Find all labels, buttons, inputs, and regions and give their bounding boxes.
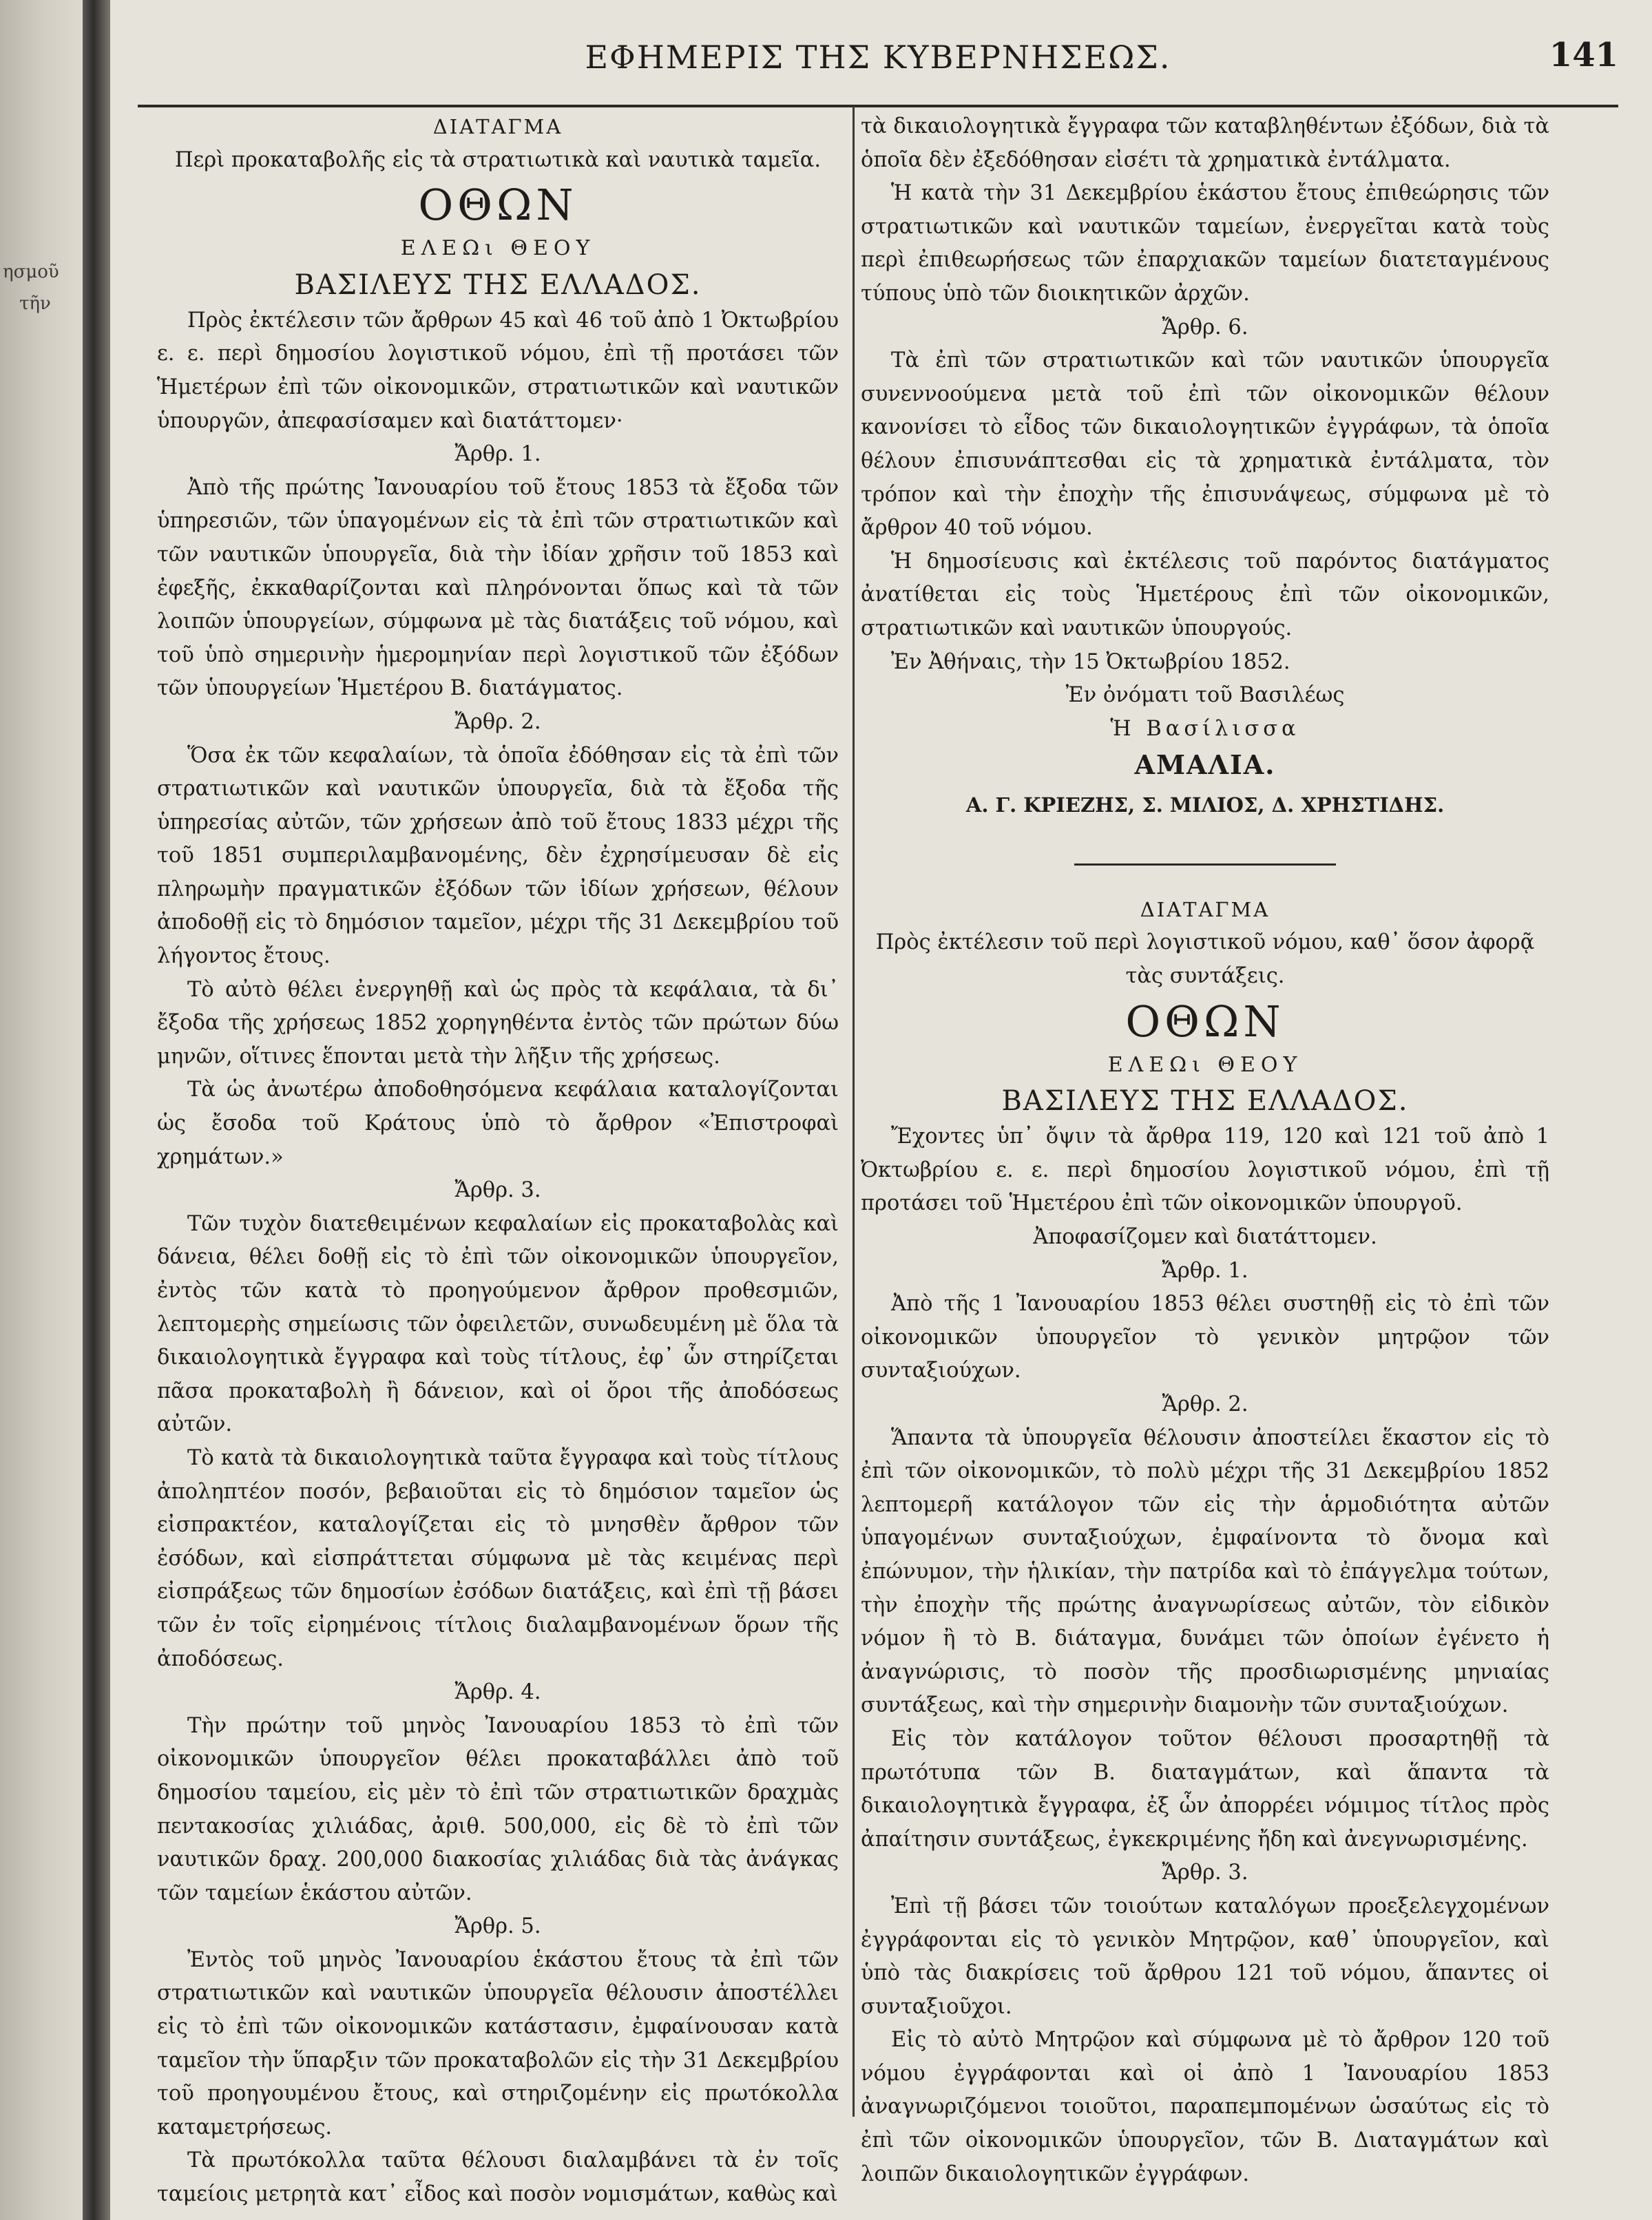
decree-1-article-2-text-a: Ὅσα ἐκ τῶν κεφαλαίων, τὰ ὁποῖα ἐδόθησαν εἰς τὰ ἐπὶ τῶν στρατιωτικῶν καὶ ναυτικῶν ὑπουργεῖα, διὰ τὰ ἔξοδα τῆς ὑπηρεσίας αὐτῶν, τῶν χρήσεων ἀπὸ τοῦ ἔτους 1833 μέχρι τῆς τοῦ 1851 συμπεριλαμβανομένης, δὲν ἐχρησίμευσαν δὲ εἰς πληρωμὴν πραγματικῶν ἐξόδων τῶν ἰδίων χρήσεων, θέλουν ἀποδοθῇ εἰς τὸ δημόσιον ταμεῖον, μέχρι τῆς 31 Δεκεμβρίου τοῦ λήγοντος ἔτους.: [157, 743, 839, 969]
decree-1-article-5-text-c: τὰ δικαιολογητικὰ ἔγγραφα τῶν καταβληθέντων ἐξόδων, διὰ τὰ ὁποῖα δὲν ἐξεδόθησαν εἰσέτι τὰ χρηματικὰ ἐντάλματα.: [861, 114, 1549, 172]
decree-2-grace: ΕΛΕΩι ΘΕΟΥ: [1107, 1052, 1303, 1077]
gazette-title: ΕΦΗΜΕΡΙΣ ΤΗΣ ΚΥΒΕΡΝΗΣΕΩΣ.: [585, 39, 1171, 76]
page-number: 141: [1549, 36, 1618, 74]
decree-1-article-6-text-b: Ἡ δημοσίευσις καὶ ἐκτέλεσις τοῦ παρόντος διατάγματος ἀνατίθεται εἰς τοὺς Ἡμετέρους ἐπὶ τῶν οἰκονομικῶν, στρατιωτικῶν καὶ ναυτικῶν ὑπουργούς.: [861, 549, 1549, 640]
decree-1-article-5-text-b: Τὰ πρωτόκολλα ταῦτα θέλουσι διαλαμβάνει τὰ ἐν τοῖς ταμείοις μετρητὰ κατ᾽ εἶδος καὶ ποσὸν νομισμάτων, καθὼς καὶ: [157, 2148, 839, 2207]
decree-1-article-1-label: Ἄρθρ. 1.: [454, 442, 541, 467]
decree-1-grace: ΕΛΕΩι ΘΕΟΥ: [400, 236, 596, 261]
decree-2-article-2-label: Ἄρθρ. 2.: [1162, 1392, 1248, 1416]
decree-1-article-5-text-d: Ἡ κατὰ τὴν 31 Δεκεμβρίου ἑκάστου ἔτους ἐπιθεώρησις τῶν στρατιωτικῶν καὶ ναυτικῶν ταμείων, ἐνεργεῖται κατὰ τοὺς περὶ ἐπιθεωρήσεως τῶν ἐπαρχιακῶν ταμείων διατεταγμένους τύπους ὑπὸ τῶν διοικητικῶν ἀρχῶν.: [861, 181, 1549, 306]
decree-2-article-1-label: Ἄρθρ. 1.: [1162, 1258, 1248, 1283]
decree-2-king-title: ΒΑΣΙΛΕΥΣ ΤΗΣ ΕΛΛΑΔΟΣ.: [1001, 1085, 1409, 1118]
decree-1-article-2-text-c: Τὰ ὡς ἀνωτέρω ἀποδοθησόμενα κεφάλαια καταλογίζονται ὡς ἔσοδα τοῦ Κράτους ὑπὸ τὸ ἄρθρον «Ἐπιστροφαὶ χρημάτων.»: [157, 1078, 839, 1169]
decree-1-article-6-text-a: Τὰ ἐπὶ τῶν στρατιωτικῶν καὶ τῶν ναυτικῶν ὑπουργεῖα συνεννοούμενα μετὰ τοῦ ἐπὶ τῶν οἰκονομικῶν θέλουν κανονίσει τὸ εἶδος τῶν δικαιολογητικῶν ἐγγράφων, τὰ ὁποῖα θέλουν ἐπισυνάπτεσθαι εἰς τὰ χρηματικὰ ἐντάλματα, τὸν τρόπον καὶ τὴν ἐποχὴν τῆς ἐπισυνάψεως, σύμφωνα μὲ τὸ ἄρθρον 40 τοῦ νόμου.: [861, 348, 1549, 541]
page-header: [138, 29, 1618, 84]
decree-1-article-2-label: Ἄρθρ. 2.: [454, 709, 541, 734]
decree-2-article-2-text-b: Εἰς τὸν κατάλογον τοῦτον θέλουσι προσαρτηθῇ τὰ πρωτότυπα τῶν Β. διαταγμάτων, καὶ ἅπαντα τὰ δικαιολογητικὰ ἔγγραφα, ἐξ ὧν ἀπορρέει νόμιμος τίτλος πρὸς ἀπαίτησιν συντάξεως, ἐγκεκριμένης ἤδη καὶ ἀνεγνωρισμένης.: [861, 1726, 1549, 1852]
left-column: [157, 110, 839, 2212]
decree-2-article-3-label: Ἄρθρ. 3.: [1162, 1861, 1248, 1885]
decree-1-king-title: ΒΑΣΙΛΕΥΣ ΤΗΣ ΕΛΛΑΔΟΣ.: [294, 269, 702, 301]
decree-2-article-3-text-a: Ἐπὶ τῇ βάσει τῶν τοιούτων καταλόγων προεξελεγχομένων ἐγγράφονται εἰς τὸ γενικὸν Μητρῷον, καθ᾽ ὑπουργεῖον, καὶ ὑπὸ τὰς διακρίσεις τοῦ ἄρθρου 121 τοῦ νόμου, ἅπαντες οἱ συνταξιοῦχοι.: [861, 1894, 1549, 2019]
decree-1-date: Ἐν Ἀθήναις, τὴν 15 Ὀκτωβρίου 1852.: [891, 649, 1290, 674]
column-divider: [853, 106, 855, 2117]
decree-1-queen: Ἡ Βασίλισσα: [1110, 716, 1300, 741]
decree-1-article-4-label: Ἄρθρ. 4.: [454, 1680, 541, 1705]
decree-2-article-1-text: Ἀπὸ τῆς 1 Ἰανουαρίου 1853 θέλει συστηθῇ εἰς τὸ ἐπὶ τῶν οἰκονομικῶν ὑπουργεῖον τὸ γενικὸν μητρῷον τῶν συνταξιούχων.: [861, 1292, 1549, 1383]
decree-2-decision: Ἀποφασίζομεν καὶ διατάττομεν.: [1033, 1225, 1377, 1250]
decree-2-king-name: ΟΘΩΝ: [1125, 996, 1285, 1047]
spine-fragment-2: τῆν: [19, 293, 51, 314]
decree-1-article-5-label: Ἄρθρ. 5.: [454, 1914, 541, 1939]
decree-1-heading: ΔΙΑΤΑΓΜΑ: [432, 115, 563, 138]
decree-2-article-2-text-a: Ἅπαντα τὰ ὑπουργεῖα θέλουσιν ἀποστείλει ἕκαστον εἰς τὸ ἐπὶ τῶν οἰκονομικῶν, τὸ πολὺ μέχρι τῆς 31 Δεκεμβρίου 1852 λεπτομερῆ κατάλογον τῶν εἰς τὴν ἁρμοδιότητα αὐτῶν ὑπαγομένων συνταξιούχων, ἐμφαίνοντα τὸ ὄνομα καὶ ἐπώνυμον, τὴν ἡλικίαν, τὴν πατρίδα καὶ τὸ ἐπάγγελμα τούτων, τὴν ἐποχὴν τῆς πρώτης ἀναγνωρίσεως αὐτῶν, τὸν εἰδικὸν νόμον ἢ τὸ Β. διάταγμα, δυνάμει τῶν ὁποίων ἐγένετο ἡ ἀναγνώρισις, τὸ ποσὸν τῆς προσδιωρισμένης μηνιαίας συντάξεως, καὶ τὴν σημερινὴν διαμονὴν τῶν συνταξιούχων.: [861, 1425, 1549, 1718]
decree-1-article-4-text: Τὴν πρώτην τοῦ μηνὸς Ἰανουαρίου 1853 τὸ ἐπὶ τῶν οἰκονομικῶν ὑπουργεῖον θέλει προκαταβάλλει ἀπὸ τοῦ δημοσίου ταμείου, εἰς μὲν τὸ ἐπὶ τῶν στρατιωτικῶν δραχμὰς πεντακοσίας χιλιάδας, ἀριθ. 500,000, εἰς δὲ τὸ ἐπὶ τῶν ναυτικῶν δραχ. 200,000 διακοσίας χιλιάδας διὰ τὰς ἀνάγκας τῶν ταμείων ἑκάστου αὐτῶν.: [157, 1713, 839, 1905]
decree-1-article-5-text-a: Ἐντὸς τοῦ μηνὸς Ἰανουαρίου ἑκάστου ἔτους τὰ ἐπὶ τῶν στρατιωτικῶν καὶ ναυτικῶν ὑπουργεῖα θέλουσιν ἀποστέλλει εἰς τὸ ἐπὶ τῶν οἰκονομικῶν κατάστασιν, ἐμφαίνουσαν κατὰ ταμεῖον τὴν ὕπαρξιν τῶν προκαταβολῶν εἰς τὴν 31 Δεκεμβρίου τοῦ προηγουμένου ἔτους, καὶ στηριζομένην εἰς πρωτόκολλα καταμετρήσεως.: [157, 1947, 839, 2139]
decree-1-signature-amalia: ΑΜΑΛΙΑ.: [1134, 749, 1276, 781]
decree-2-heading: ΔΙΑΤΑΓΜΑ: [1140, 897, 1271, 921]
decree-1-king-name: ΟΘΩΝ: [418, 180, 578, 231]
binding-gutter: [83, 0, 110, 2220]
decree-1-article-6-label: Ἄρθρ. 6.: [1162, 315, 1248, 339]
spine-fragment-1: ησμοῦ: [3, 262, 59, 282]
decree-1-article-3-label: Ἄρθρ. 3.: [454, 1178, 541, 1203]
decree-1-ministers: Α. Γ. ΚΡΙΕΖΗΣ, Σ. ΜΙΛΙΟΣ, Δ. ΧΡΗΣΤΙΔΗΣ.: [965, 793, 1445, 817]
decree-2-subject: Πρὸς ἐκτέλεσιν τοῦ περὶ λογιστικοῦ νόμου, καθ᾽ ὅσον ἀφορᾷ τὰς συντάξεις.: [875, 930, 1535, 989]
decree-1-article-3-text-a: Τῶν τυχὸν διατεθειμένων κεφαλαίων εἰς προκαταβολὰς καὶ δάνεια, θέλει δοθῇ εἰς τὸ ἐπὶ τῶν οἰκονομικῶν ὑπουργεῖον, ἐντὸς τῶν κατὰ τὸ προηγούμενον ἄρθρον προθεσμιῶν, λεπτομερὴς σημείωσις τῶν ὀφειλετῶν, συνωδευμένη μὲ ὅλα τὰ δικαιολογητικὰ ἔγγραφα καὶ τοὺς τίτλους, ἐφ᾽ ὧν στηρίζεται πᾶσα προκαταβολὴ ἢ δάνειον, καὶ οἱ ὅροι τῆς ἀποδόσεως αὐτῶν.: [157, 1211, 839, 1437]
decree-1-preamble: Πρὸς ἐκτέλεσιν τῶν ἄρθρων 45 καὶ 46 τοῦ ἀπὸ 1 Ὀκτωβρίου ε. ε. περὶ δημοσίου λογιστικοῦ νόμου, ἐπὶ τῇ προτάσει τῶν Ἡμετέρων ἐπὶ τῶν οἰκονομικῶν, στρατιωτικῶν καὶ ναυτικῶν ὑπουργῶν, ἀπεφασίσαμεν καὶ διατάττομεν·: [157, 308, 839, 433]
decree-1-article-3-text-b: Τὸ κατὰ τὰ δικαιολογητικὰ ταῦτα ἔγγραφα καὶ τοὺς τίτλους ἀποληπτέον ποσόν, βεβαιοῦται εἰς τὸ δημόσιον ταμεῖον ὡς εἰσπρακτέον, καταλογίζεται εἰς τὸ μνησθὲν ἄρθρον τῶν ἐσόδων, καὶ εἰσπράττεται σύμφωνα μὲ τὰς κειμένας περὶ εἰσπράξεως τῶν δημοσίων ἐσόδων διατάξεις, καὶ ἐπὶ τῇ βάσει τῶν ἐν τοῖς εἰρημένοις τίτλοις διαλαμβανομένων ὅρων τῆς ἀποδόσεως.: [157, 1445, 839, 1671]
header-rule: [138, 105, 1618, 107]
decree-2-article-3-text-b: Εἰς τὸ αὐτὸ Μητρῷον καὶ σύμφωνα μὲ τὸ ἄρθρον 120 τοῦ νόμου ἐγγράφονται καὶ οἱ ἀπὸ 1 Ἰανουαρίου 1853 ἀναγνωριζόμενοι τοιοῦτοι, παραπεμπομένων ὡσαύτως εἰς τὸ ἐπὶ τῶν οἰκονομικῶν ὑπουργεῖον, τῶν Β. Διαταγμάτων καὶ λοιπῶν δικαιολογητικῶν ἐγγράφων.: [861, 2028, 1549, 2186]
right-column: [861, 110, 1549, 2191]
decree-1-subject: Περὶ προκαταβολῆς εἰς τὰ στρατιωτικὰ καὶ ναυτικὰ ταμεῖα.: [174, 147, 822, 172]
decree-1-in-name-of-king: Ἐν ὀνόματι τοῦ Βασιλέως: [1065, 683, 1345, 708]
decree-separator-rule: [1074, 863, 1336, 866]
decree-1-article-2-text-b: Τὸ αὐτὸ θέλει ἐνεργηθῇ καὶ ὡς πρὸς τὰ κεφάλαια, τὰ δι᾽ ἔξοδα τῆς χρήσεως 1852 χορηγηθέντα ἐντὸς τῶν πρώτων δύω μηνῶν, οἵτινες ἕπονται μετὰ τὴν λῆξιν τῆς χρήσεως.: [157, 977, 839, 1069]
decree-1-article-1-text: Ἀπὸ τῆς πρώτης Ἰανουαρίου τοῦ ἔτους 1853 τὰ ἔξοδα τῶν ὑπηρεσιῶν, τῶν ὑπαγομένων εἰς τὰ ἐπὶ τῶν στρατιωτικῶν καὶ τῶν ναυτικῶν ὑπουργεῖα, διὰ τὴν ἰδίαν χρῆσιν τοῦ 1853 καὶ ἐφεξῆς, ἐκκαθαρίζονται καὶ πληρόνονται ὅπως καὶ τὰ τῶν λοιπῶν ὑπουργείων, σύμφωνα μὲ τὰς διατάξεις τοῦ νόμου, καὶ τοῦ ὑπὸ σημερινὴν ἡμερομηνίαν περὶ λογιστικοῦ τῶν ἐξόδων τῶν ὑπουργείων Ἡμετέρου Β. διατάγματος.: [157, 475, 839, 701]
decree-2-preamble: Ἔχοντες ὑπ᾽ ὄψιν τὰ ἄρθρα 119, 120 καὶ 121 τοῦ ἀπὸ 1 Ὀκτωβρίου ε. ε. περὶ δημοσίου λογιστικοῦ νόμου, ἐπὶ τῇ προτάσει τοῦ Ἡμετέρου ἐπὶ τῶν οἰκονομικῶν ὑπουργοῦ.: [861, 1124, 1549, 1216]
